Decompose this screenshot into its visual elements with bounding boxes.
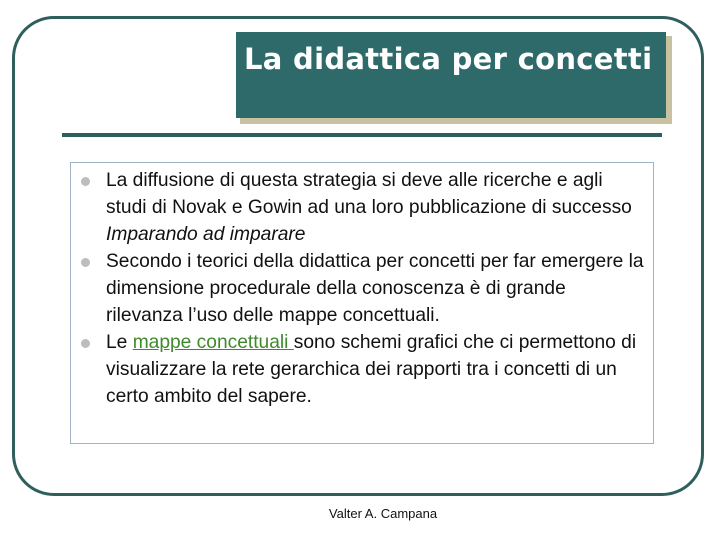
concept-maps-link[interactable]: mappe concettuali (132, 332, 294, 353)
bullet-item-2 (71, 248, 655, 329)
bullet-2-text: Secondo i teorici della didattica per concetti per far emergere la dimensione procedurale della conoscenza è di grande rilevanza l’uso delle mappe concettuali. (106, 251, 644, 326)
bullet-item-3 (71, 329, 655, 410)
content-box (70, 162, 654, 444)
book-title: Imparando ad imparare (106, 224, 306, 245)
bullet-dot-icon (81, 177, 90, 186)
bullet-dot-icon (81, 258, 90, 267)
bullet-3-text-after: sono schemi grafici che ci permettono di visualizzare la rete gerarchica dei rapporti tra i concetti di un certo ambito del sapere. (106, 332, 637, 407)
title-divider (62, 133, 662, 137)
footer-author: Valter A. Campana (328, 506, 438, 521)
slide-title: La didattica per concetti (236, 32, 666, 118)
bullet-1-text: La diffusione di questa strategia si deve alle ricerche e agli studi di Novak e Gowin ad una loro pubblicazione di successo (106, 170, 632, 218)
bullet-item-1 (71, 167, 655, 248)
bullet-list (71, 167, 655, 410)
bullet-3-text-before: Le (106, 332, 133, 353)
bullet-dot-icon (81, 339, 90, 348)
